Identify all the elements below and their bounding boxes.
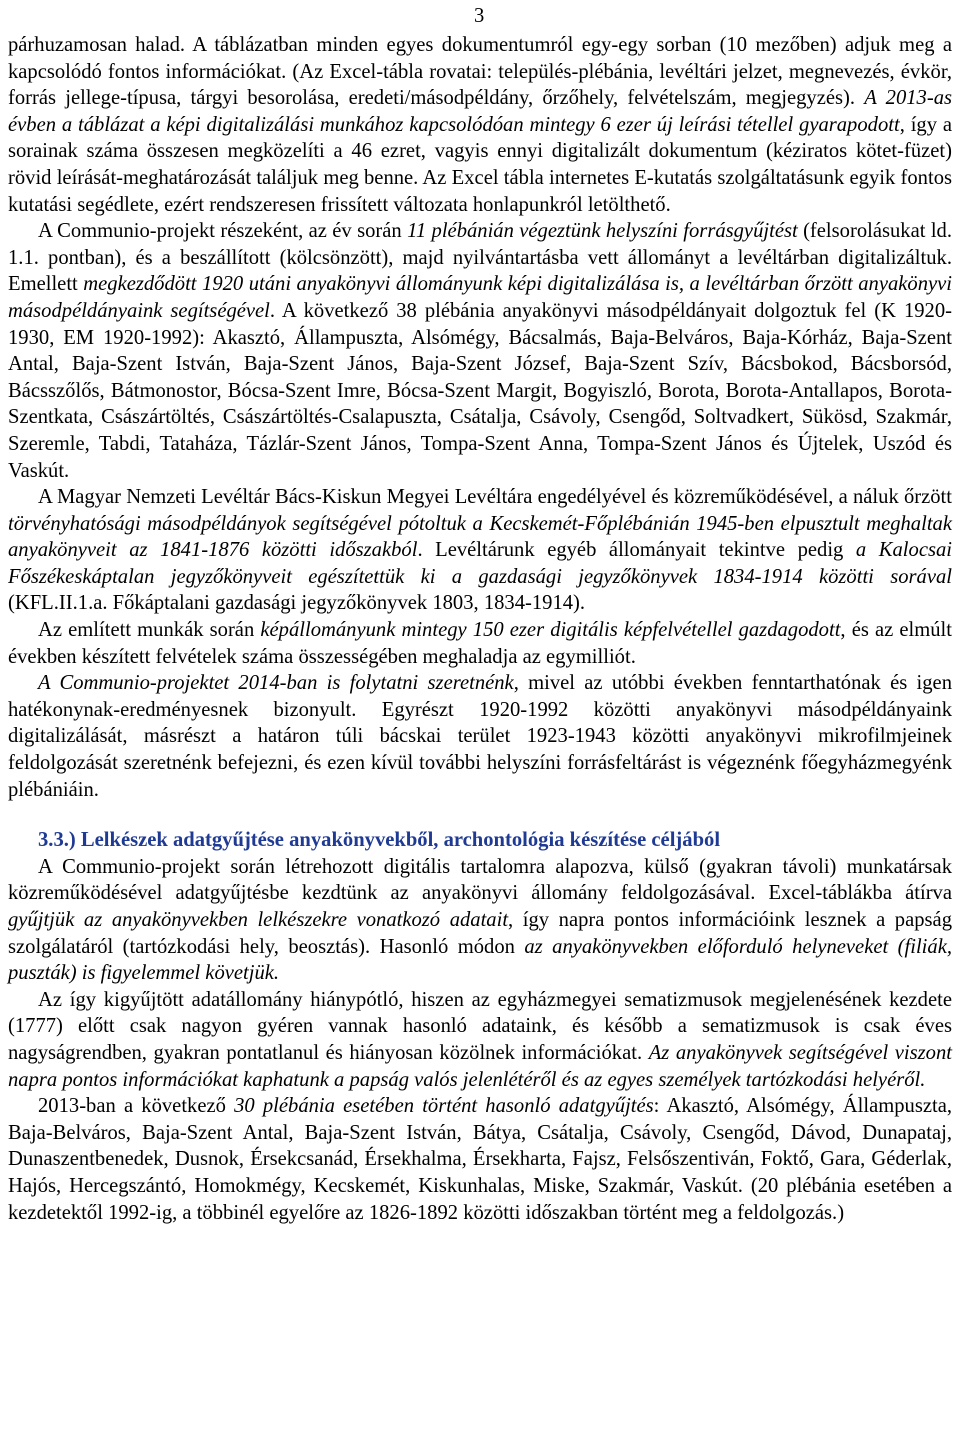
text-run: , mivel az utóbbi években fenntarthatónak és igen hatékonynak-eredményesnek bizonyult. Egyrészt 1920-1992 közötti anyakönyvi másodpéldányaink digitalizálását, másrészt a határon túli bácskai terület 1923-1943 közötti anyakönyvi mikrofilmjeinek feldolgozását szeretnénk befejezni, és ezen kívül további helyszíni forrásfeltárást is végeznénk főegyházmegyénk plébániáin. — [8, 672, 952, 801]
paragraph — [8, 987, 952, 1093]
paragraph — [8, 670, 952, 803]
text-run: A Communio-projekt részeként, az év során — [38, 220, 408, 243]
italic-text: az anyakönyvekben előforduló helyneveket (filiák, puszták) is figyelemmel követjük. — [8, 935, 952, 985]
text-run: Az említett munkák során — [38, 619, 261, 642]
text-run: Az így kigyűjtött adatállomány hiánypótló, hiszen az egyházmegyei sematizmusok megjelenésének kezdete (1777) előtt csak nagyon gyéren vannak hasonló adataink, és később a sematizmusok is csak éves nagyságrendben, gyakran pontatlanul és hiányosan közölnek információkat. — [8, 988, 952, 1064]
text-run: párhuzamosan halad. A táblázatban minden egyes dokumentumról egy-egy sorban (10 mezőben) adjuk meg a kapcsolódó fontos információkat. (Az Excel-tábla rovatai: település-plébánia, levéltári jelzet, megnevezés, évkör, forrás jellege-típusa, tárgyi besorolása, eredeti/másodpéldány, őrzőhely, felvételszám, megjegyzés). — [8, 34, 952, 110]
text-run: (KFL.II.1.a. Főkáptalani gazdasági jegyzőkönyvek 1803, 1834-1914). — [8, 592, 586, 615]
italic-text: törvényhatósági másodpéldányok segítségével pótoltuk a Kecskemét-Főplébánián 1945-ben elpusztult meghaltak anyakönyveit az 1841-1876 közötti időszakból — [8, 512, 952, 562]
paragraph — [8, 854, 952, 987]
text-run: . A következő 38 plébánia anyakönyvi másodpéldányait dolgoztuk fel (K 1920-1930, EM 1920-1992): Akasztó, Állampuszta, Alsómégy, Bácsalmás, Baja-Belváros, Baja-Kórház, Baja-Szent Antal, Baja-Szent István, Baja-Szent János, Baja-Szent József, Baja-Szent Szív, Bácsbokod, Bácsborsód, Bácsszőlős, Bátmonostor, Bócsa-Szent Imre, Bócsa-Szent Margit, Bogyiszló, Borota, Borota-Antallapos, Borota-Szentkata, Császártöltés, Császártöltés-Csalapuszta, Csátalja, Csávoly, Csengőd, Soltvadkert, Sükösd, Szakmár, Szeremle, Tabdi, Tataháza, Tázlár-Szent János, Tompa-Szent Anna, Tompa-Szent János és Újtelek, Uszód és Vaskút. — [8, 299, 952, 482]
text-run: A Magyar Nemzeti Levéltár Bács-Kiskun Megyei Levéltára engedélyével és közreműködésével, a náluk őrzött — [38, 486, 952, 509]
italic-text: képállományunk mintegy 150 ezer digitális képfelvétellel gazdagodott — [260, 619, 841, 642]
paragraph — [8, 617, 952, 670]
section-body-2 — [8, 854, 952, 1226]
text-run: : Akasztó, Alsómégy, Állampuszta, Baja-Belváros, Baja-Szent Antal, Baja-Szent István, Bátya, Csátalja, Csávoly, Csengőd, Dávod, Dunapataj, Dunaszentbenedek, Dusnok, Érsekcsanád, Érsekhalma, Érsekharta, Fajsz, Felsőszentiván, Foktő, Gara, Géderlak, Hajós, Hercegszántó, Homokmégy, Kecskemét, Kiskunhalas, Miske, Szakmár, Vaskút. (20 plébánia esetében a kezdetektől 1992-ig, a többinél egyelőre az 1826-1892 közötti időszakban történt meg a feldolgozás.) — [8, 1095, 953, 1224]
italic-text: a Kalocsai Főszékeskáptalan jegyzőkönyveit egészítettük ki a gazdasági jegyzőkönyvek 1834-1914 közötti sorával — [8, 539, 953, 588]
paragraph — [8, 218, 952, 484]
paragraph — [8, 484, 952, 617]
text-run: 2013-ban a következő — [38, 1095, 235, 1118]
text-run: . Levéltárunk egyéb állományait tekintve pedig — [417, 539, 856, 562]
paragraph — [8, 32, 952, 218]
italic-text: A 2013-as évben a táblázat a képi digitalizálási munkához kapcsolódóan mintegy 6 ezer új leírási tétellel gyarapodott — [8, 87, 952, 136]
document-body — [8, 0, 952, 1226]
page-number: 3 — [474, 5, 485, 27]
text-run: , így napra pontos információink lesznek a papság szolgálatáról (tartózkodási hely, beosztás). Hasonló módon — [8, 909, 952, 958]
text-run: (felsorolásukat ld. 1.1. pontban), és a beszállított (kölcsönzött), majd nyilvántartásba vett állományt a levéltárban digitalizáltuk. Emellett — [8, 220, 952, 296]
italic-text: A Communio-projektet 2014-ban is folytatni szeretnénk — [38, 672, 514, 695]
text-run: , így a sorainak száma összesen megközelíti a 46 ezret, vagyis ennyi digitalizált dokumentum (kéziratos kötet-füzet) rövid leírását-meghatározását találjuk meg benne. Az Excel tábla internetes E-kutatás szolgáltatásunk egyik fontos kutatási segédlete, ezért rendszeresen frissített változata honlapunkról letölthető. — [8, 113, 952, 216]
paragraph — [8, 1093, 952, 1226]
italic-text: megkezdődött 1920 utáni anyakönyvi állományunk képi digitalizálása is, a levéltárban őrzött anyakönyvi másodpéldányaink segítségével — [8, 273, 952, 322]
section-body-1 — [8, 32, 952, 803]
italic-text: 11 plébánián végeztünk helyszíni forrásgyűjtést — [407, 220, 798, 243]
text-run: A Communio-projekt során létrehozott digitális tartalomra alapozva, külső (gyakran távoli) munkatársak közreműködésével adatgyűjtésbe kezdtünk az anyakönyvi állomány feldolgozásával. Excel-táblákba átírva — [8, 855, 952, 905]
italic-text: gyűjtjük az anyakönyvekben lelkészekre vonatkozó adatait — [8, 909, 509, 931]
section-heading: 3.3.) Lelkészek adatgyűjtése anyakönyvekből, archontológia készítése céljából — [38, 829, 721, 852]
italic-text: Az anyakönyvek segítségével viszont napra pontos információkat kaphatunk a papság valós jelenlétéről és az egyes személyek tartózkodási helyéről. — [8, 1041, 952, 1091]
text-run: , és az elmúlt években készített felvételek száma összességében meghaladja az egymilliót. — [8, 619, 952, 668]
italic-text: 30 plébánia esetében történt hasonló adatgyűjtés — [234, 1095, 654, 1118]
